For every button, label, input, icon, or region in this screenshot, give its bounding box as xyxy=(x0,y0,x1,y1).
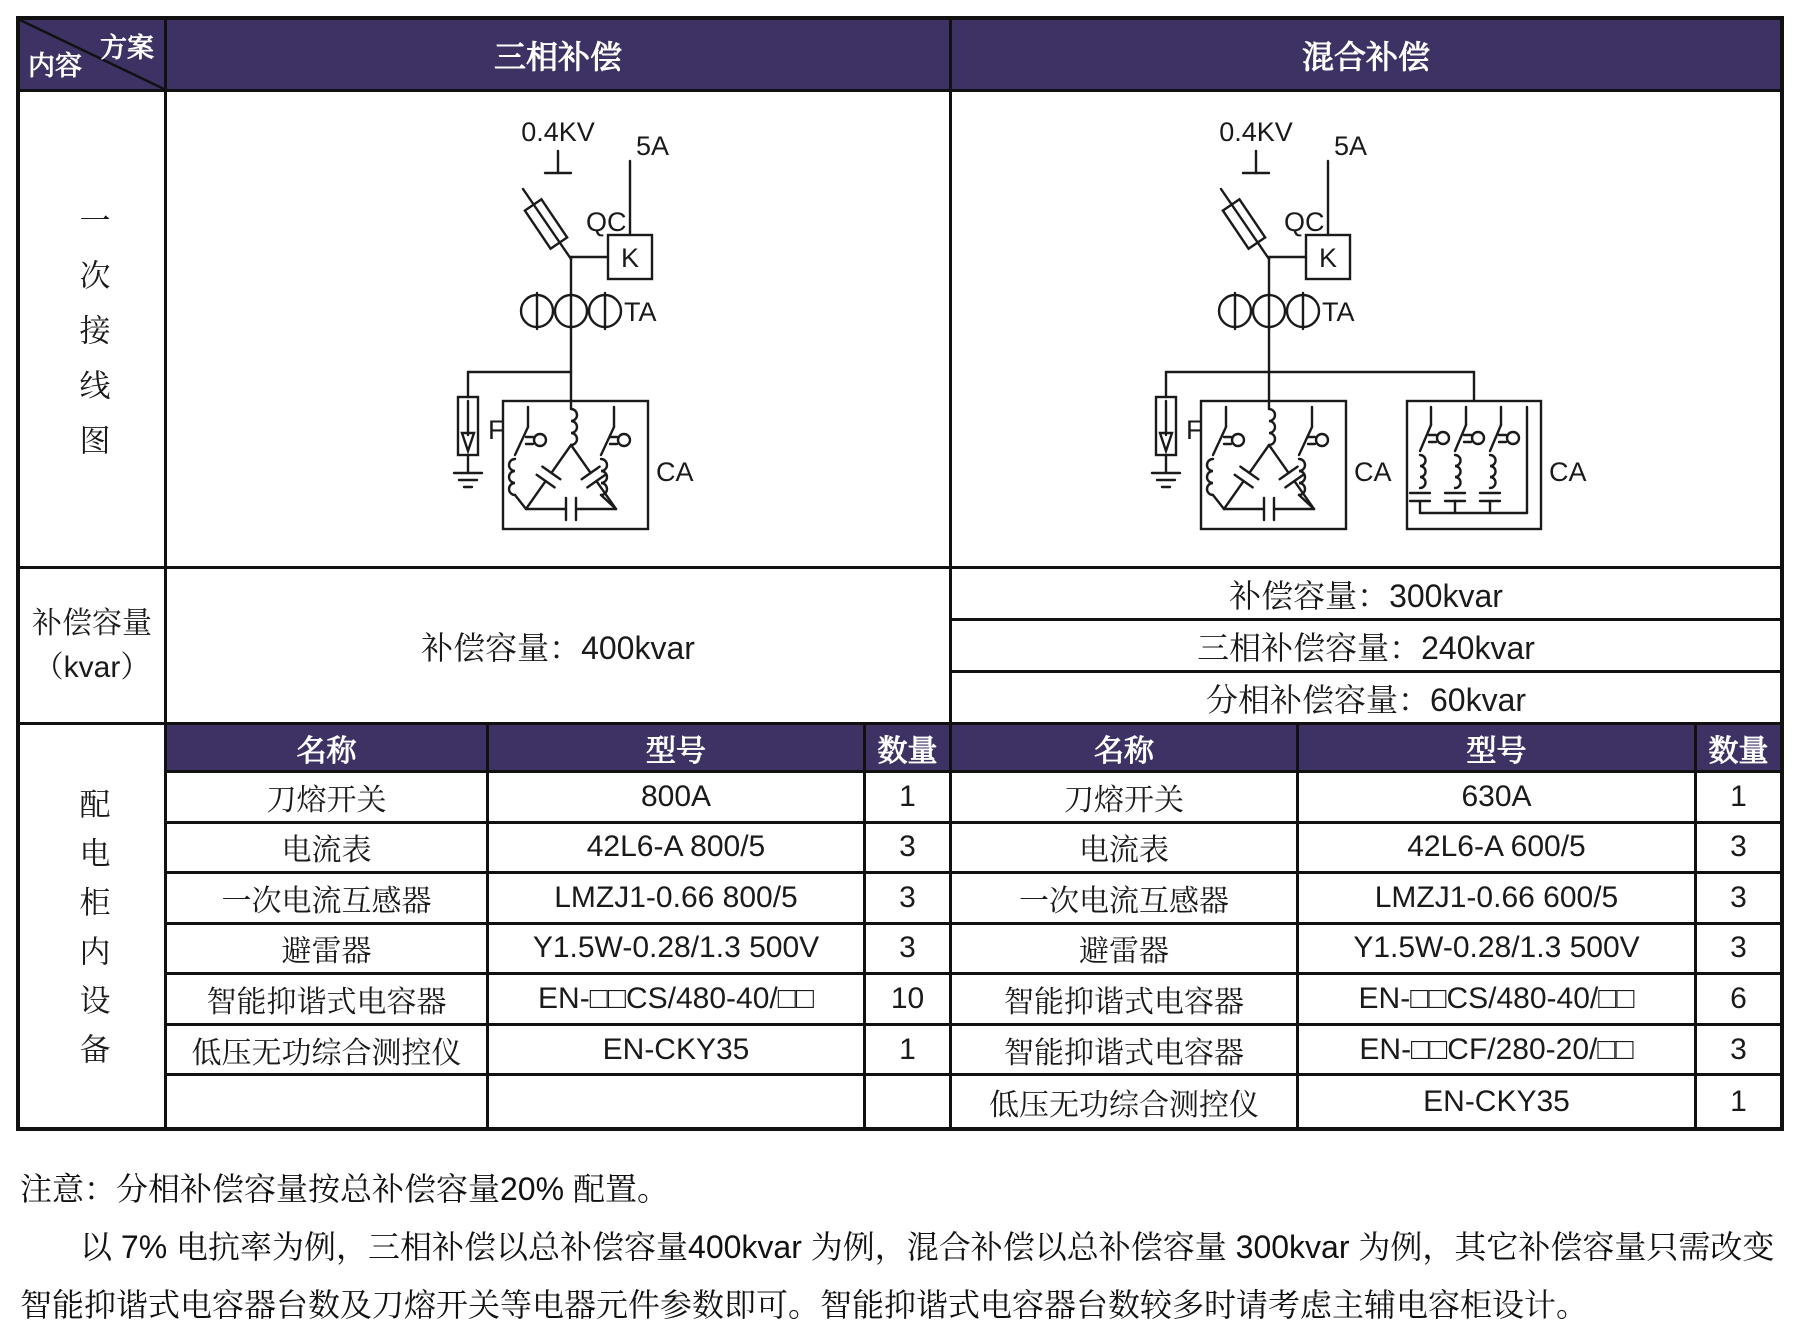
equipment-row xyxy=(20,725,1780,1127)
note-line-1: 注意：分相补偿容量按总补偿容量20% 配置。 xyxy=(20,1171,669,1207)
corner-label-content: 内容 xyxy=(28,51,82,81)
equip-cell: 低压无功综合测控仪 xyxy=(167,1026,489,1077)
ct-secondary-label: 5A xyxy=(636,131,670,161)
voltage-label: 0.4KV xyxy=(1219,117,1293,147)
equip-header-qty: 数量 xyxy=(1697,725,1780,773)
equip-cell: 智能抑谐式电容器 xyxy=(952,1026,1299,1077)
arrester-label: F xyxy=(1186,415,1203,445)
capacity-three-phase: 补偿容量：400kvar xyxy=(167,569,952,722)
equip-cell: 1 xyxy=(1730,1084,1747,1118)
mixed-wiring-diagram xyxy=(1106,109,1626,549)
equip-cell: LMZJ1-0.66 600/5 xyxy=(1299,874,1697,925)
equip-cell: 1 xyxy=(866,1026,949,1077)
equip-cell: 630A xyxy=(1299,773,1697,824)
equip-header-name: 名称 xyxy=(952,725,1299,773)
column-header-three-phase: 三相补偿 xyxy=(167,20,952,89)
note-line-2: 以 7% 电抗率为例，三相补偿以总补偿容量400kvar 为例，混合补偿以总补偿容量 300kvar 为例，其它补偿容量只需改变 xyxy=(80,1229,1775,1265)
row-label-capacity: 补偿容量 （kvar） xyxy=(20,569,167,722)
capacity-mixed-split-phase: 分相补偿容量：60kvar xyxy=(1205,681,1527,718)
capacity-row xyxy=(20,569,1780,725)
equip-cell: 3 xyxy=(866,824,949,875)
equipment-table-mixed xyxy=(952,725,1780,1127)
equip-header-name: 名称 xyxy=(167,725,489,773)
equip-cell xyxy=(866,1076,949,1127)
equip-cell: 电流表 xyxy=(167,824,489,875)
equip-cell: EN-CKY35 xyxy=(1299,1076,1697,1127)
equipment-table-three-phase xyxy=(167,725,952,1127)
equip-cell: Y1.5W-0.28/1.3 500V xyxy=(489,925,866,976)
equip-cell: 一次电流互感器 xyxy=(167,874,489,925)
equip-cell: 3 xyxy=(1697,1026,1780,1077)
comparison-table xyxy=(16,16,1784,1131)
equip-cell: 1 xyxy=(866,773,949,824)
equip-cell: 3 xyxy=(1697,874,1780,925)
equip-cell: 刀熔开关 xyxy=(952,773,1299,824)
fuse-switch-label: QC xyxy=(586,207,627,237)
equip-cell: EN-□□CS/480-40/□□ xyxy=(489,975,866,1026)
note-line-3: 智能抑谐式电容器台数及刀熔开关等电器元件参数即可。智能抑谐式电容器台数较多时请考虑主辅电容柜设计。 xyxy=(20,1287,1589,1323)
corner-label-scheme: 方案 xyxy=(100,33,154,63)
equip-cell: EN-□□CS/480-40/□□ xyxy=(1299,975,1697,1026)
row-label-wiring: 一次接线图 xyxy=(20,92,167,566)
capacitor-bank-label-2: CA xyxy=(1549,457,1587,487)
row-label-equipment: 配电柜内设备 xyxy=(20,725,167,1127)
three-phase-wiring-diagram xyxy=(408,109,708,549)
mixed-diagram-cell xyxy=(952,92,1780,566)
equip-cell: 10 xyxy=(866,975,949,1026)
equip-cell: 电流表 xyxy=(952,824,1299,875)
equip-cell: 3 xyxy=(1697,824,1780,875)
ct-label: TA xyxy=(1322,297,1355,327)
voltage-label: 0.4KV xyxy=(521,117,595,147)
table-header-row xyxy=(20,20,1780,92)
arrester-label: F xyxy=(488,415,505,445)
equip-cell: Y1.5W-0.28/1.3 500V xyxy=(1299,925,1697,976)
equip-cell: 800A xyxy=(489,773,866,824)
ct-label: TA xyxy=(624,297,657,327)
footnotes xyxy=(20,1160,1790,1334)
ct-secondary-label: 5A xyxy=(1334,131,1368,161)
equip-cell: LMZJ1-0.66 800/5 xyxy=(489,874,866,925)
equip-cell: EN-CKY35 xyxy=(489,1026,866,1077)
three-phase-diagram-cell xyxy=(167,92,952,566)
equip-cell: 智能抑谐式电容器 xyxy=(167,975,489,1026)
equip-cell: 一次电流互感器 xyxy=(952,874,1299,925)
equip-cell xyxy=(167,1076,489,1127)
equip-cell: 智能抑谐式电容器 xyxy=(952,975,1299,1026)
equip-cell: 1 xyxy=(1697,773,1780,824)
meter-box-label: K xyxy=(620,243,640,273)
equip-cell: 刀熔开关 xyxy=(167,773,489,824)
equip-cell: 6 xyxy=(1697,975,1780,1026)
wiring-diagram-row xyxy=(20,92,1780,569)
corner-cell xyxy=(20,20,167,89)
fuse-switch-label: QC xyxy=(1284,207,1325,237)
column-header-mixed: 混合补偿 xyxy=(1301,38,1430,75)
capacitor-bank-label: CA xyxy=(656,457,694,487)
equip-cell: 3 xyxy=(866,925,949,976)
equip-cell: 3 xyxy=(866,874,949,925)
equip-cell: 低压无功综合测控仪 xyxy=(952,1076,1299,1127)
capacity-mixed-three-phase: 三相补偿容量：240kvar xyxy=(952,621,1780,673)
equip-cell: 避雷器 xyxy=(167,925,489,976)
equip-header-qty: 数量 xyxy=(866,725,949,773)
capacitor-bank-label: CA xyxy=(1354,457,1392,487)
equip-header-model: 型号 xyxy=(489,725,866,773)
meter-box-label: K xyxy=(1318,243,1338,273)
capacity-mixed-total: 补偿容量：300kvar xyxy=(952,569,1780,621)
equip-cell: 42L6-A 800/5 xyxy=(489,824,866,875)
capacity-mixed xyxy=(952,569,1780,722)
equip-header-model: 型号 xyxy=(1299,725,1697,773)
equip-cell: 42L6-A 600/5 xyxy=(1299,824,1697,875)
equip-cell: 避雷器 xyxy=(952,925,1299,976)
equip-cell xyxy=(489,1076,866,1127)
equip-cell: 3 xyxy=(1697,925,1780,976)
equip-cell: EN-□□CF/280-20/□□ xyxy=(1299,1026,1697,1077)
